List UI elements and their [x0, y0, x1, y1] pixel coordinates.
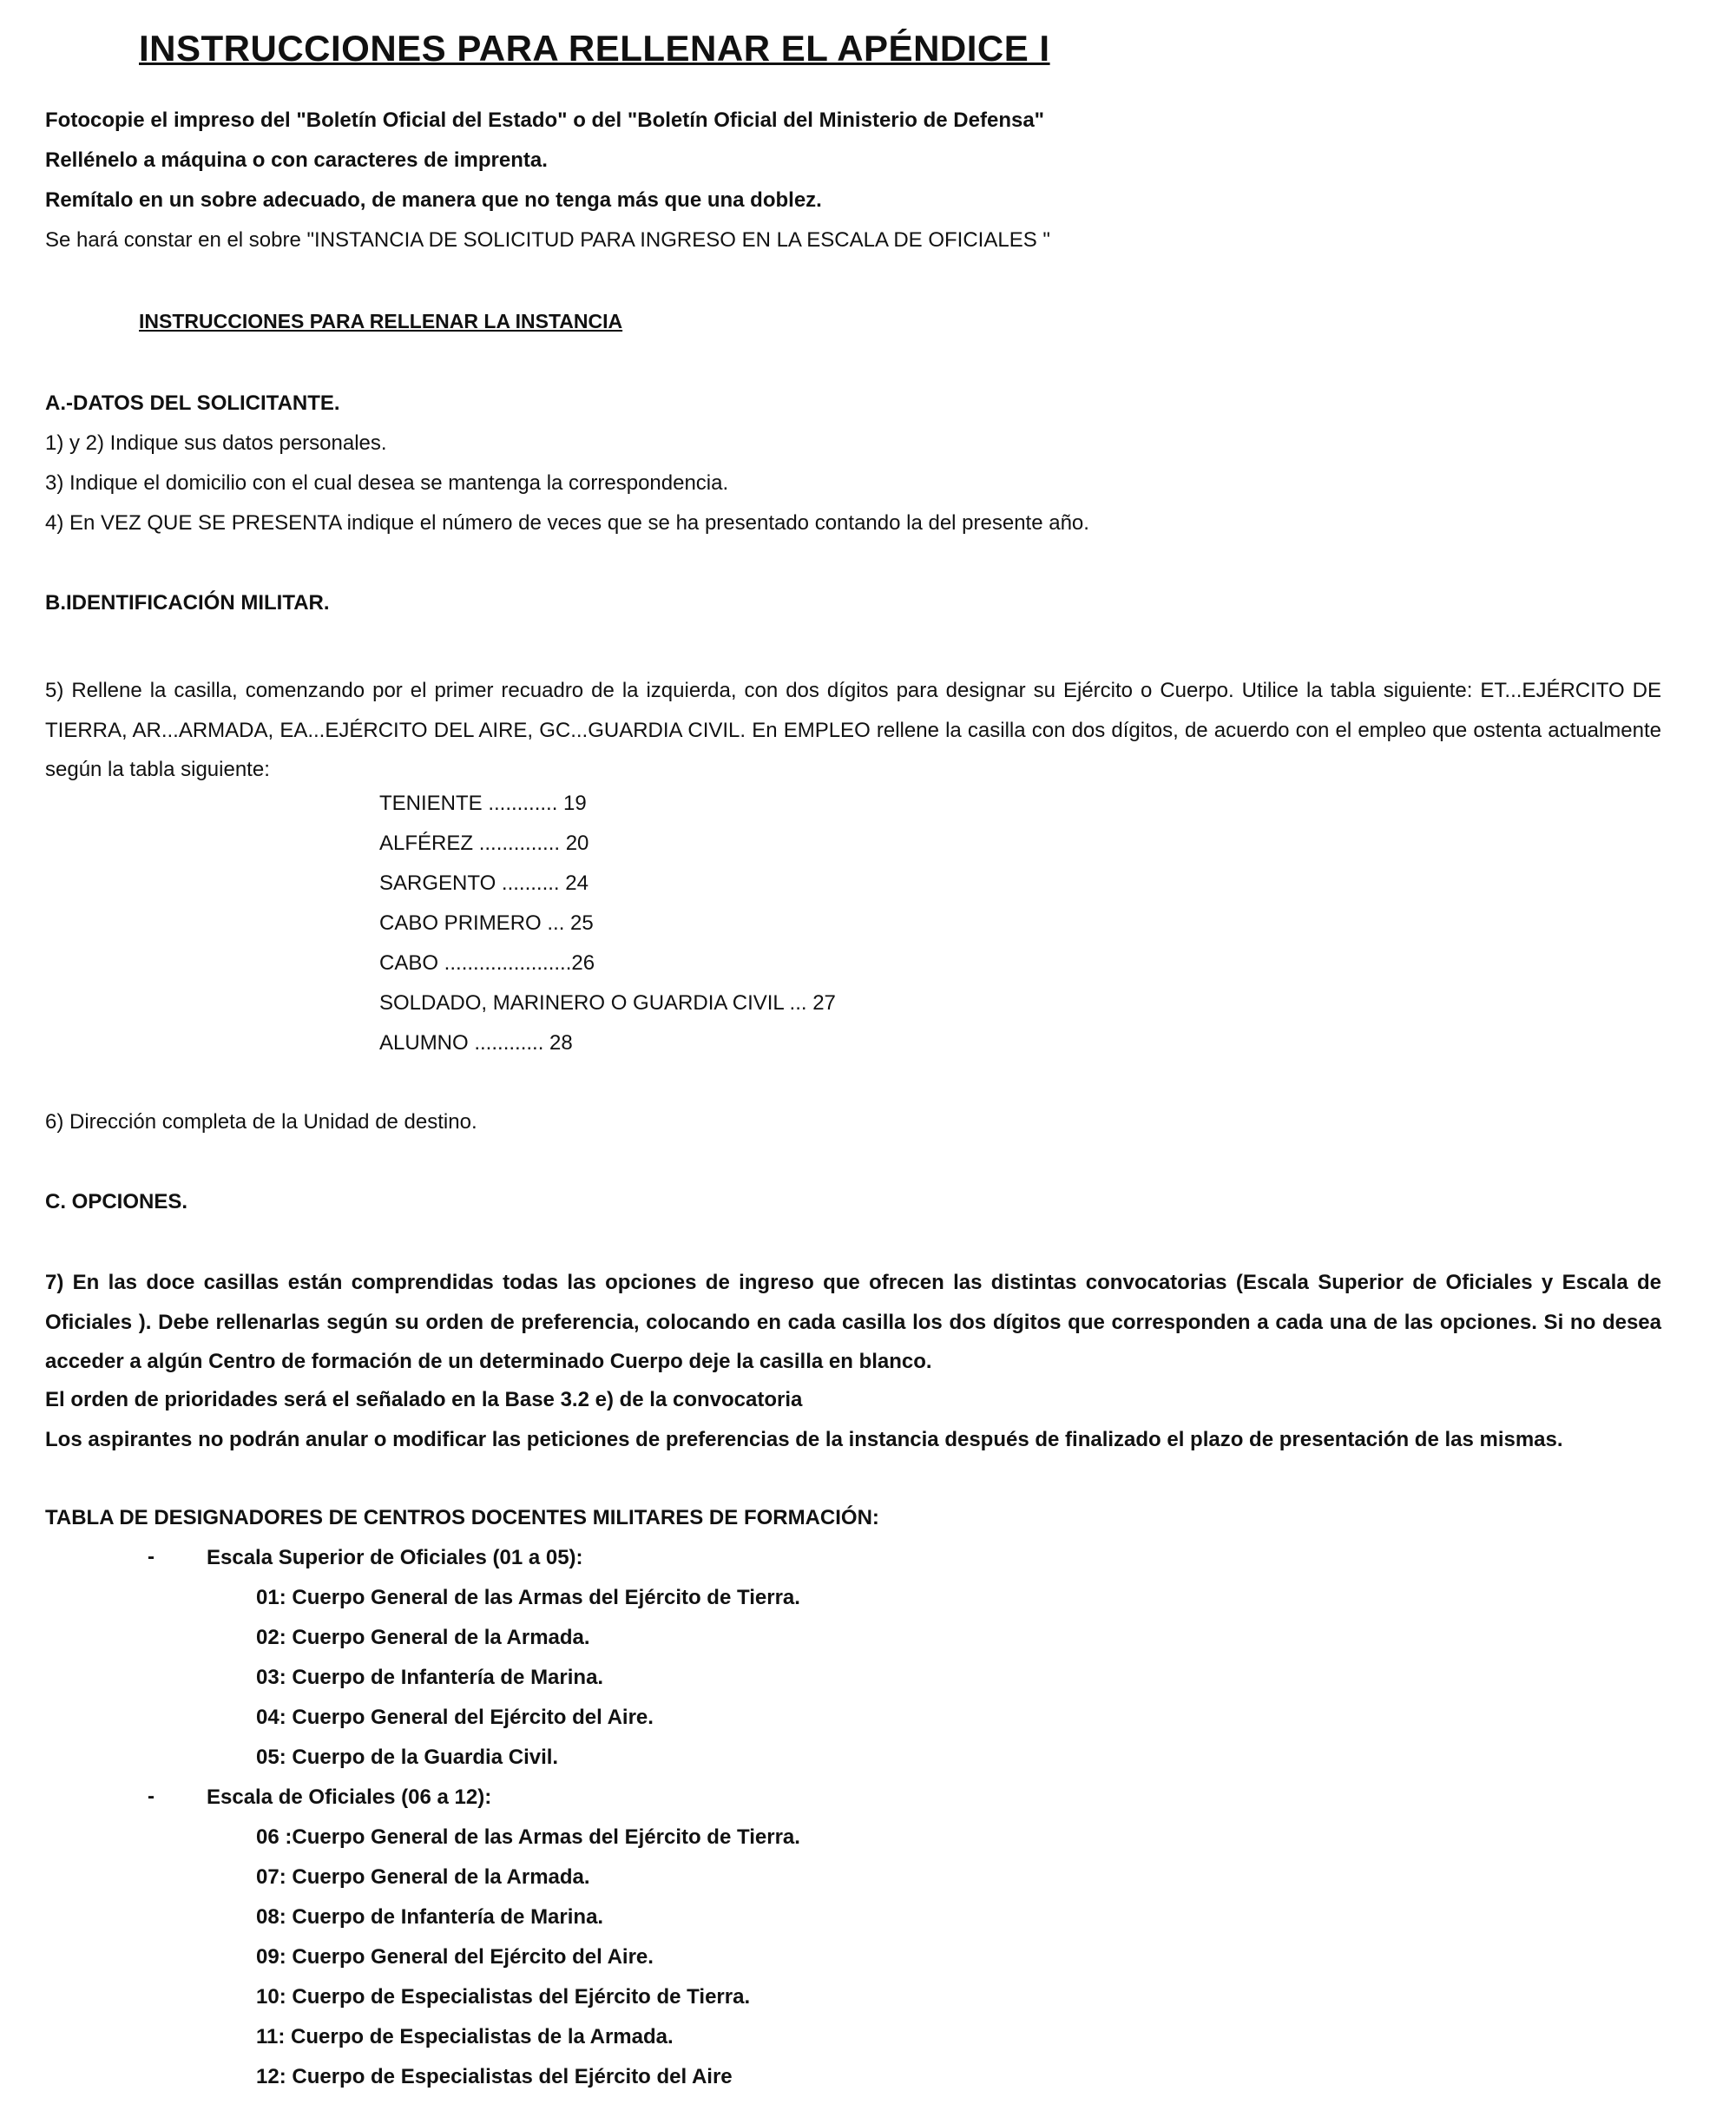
section-subtitle: INSTRUCCIONES PARA RELLENAR LA INSTANCIA: [139, 310, 623, 332]
section-b-paragraph-5: 5) Rellene la casilla, comenzando por el primer recuadro de la izquierda, con dos dígitos para designar su Ejército o Cuerpo. Utilice la tabla siguiente: ET...EJÉRCITO DE TIERRA, AR...ARMADA, EA...EJÉRCITO DEL AIRE, GC...GUARDIA CIVIL. En EMPLEO rellene la casilla con dos dígitos, de acuerdo con el empleo que ostenta actualmente según la tabla siguiente:: [45, 679, 1661, 781]
designator-07: 07: Cuerpo General de la Armada.: [256, 1865, 590, 1889]
designator-04: 04: Cuerpo General del Ejército del Aire.: [256, 1706, 654, 1729]
intro-line-2: Rellénelo a máquina o con caracteres de imprenta.: [45, 148, 548, 172]
escala-oficiales-heading: Escala de Oficiales (06 a 12):: [207, 1785, 492, 1809]
section-c-heading: C. OPCIONES.: [45, 1190, 188, 1213]
designator-01: 01: Cuerpo General de las Armas del Ejército de Tierra.: [256, 1586, 800, 1609]
priority-note: El orden de prioridades será el señalado en la Base 3.2 e) de la convocatoria: [45, 1388, 803, 1411]
designator-03: 03: Cuerpo de Infantería de Marina.: [256, 1666, 604, 1689]
designator-10: 10: Cuerpo de Especialistas del Ejército de Tierra.: [256, 1985, 751, 2009]
rank-soldado: SOLDADO, MARINERO O GUARDIA CIVIL ... 27: [379, 991, 836, 1015]
designator-09: 09: Cuerpo General del Ejército del Aire.: [256, 1945, 654, 1969]
rank-alferez: ALFÉREZ .............. 20: [379, 832, 589, 855]
section-b-heading: B.IDENTIFICACIÓN MILITAR.: [45, 591, 330, 615]
rank-cabo: CABO ......................26: [379, 951, 595, 975]
intro-line-3: Remítalo en un sobre adecuado, de manera que no tenga más que una doblez.: [45, 188, 822, 212]
intro-line-4: Se hará constar en el sobre "INSTANCIA DE SOLICITUD PARA INGRESO EN LA ESCALA DE OFICIALES ": [45, 228, 1050, 252]
section-b-paragraph-6: 6) Dirección completa de la Unidad de destino.: [45, 1110, 477, 1134]
designator-12: 12: Cuerpo de Especialistas del Ejército del Aire: [256, 2065, 733, 2088]
rank-sargento: SARGENTO .......... 24: [379, 871, 589, 895]
aspirantes-note: Los aspirantes no podrán anular o modificar las peticiones de preferencias de la instancia después de finalizado el plazo de presentación de las mismas.: [45, 1428, 1563, 1451]
rank-cabo-primero: CABO PRIMERO ... 25: [379, 911, 594, 935]
designators-table-title: TABLA DE DESIGNADORES DE CENTROS DOCENTES MILITARES DE FORMACIÓN:: [45, 1506, 879, 1529]
section-a-line-3: 4) En VEZ QUE SE PRESENTA indique el número de veces que se ha presentado contando la del presente año.: [45, 511, 1089, 535]
intro-line-1: Fotocopie el impreso del "Boletín Oficial del Estado" o del "Boletín Oficial del Ministerio de Defensa": [45, 109, 1045, 132]
designator-05: 05: Cuerpo de la Guardia Civil.: [256, 1746, 559, 1769]
designator-06: 06 :Cuerpo General de las Armas del Ejército de Tierra.: [256, 1825, 800, 1849]
section-c-paragraph-7: 7) En las doce casillas están comprendidas todas las opciones de ingreso que ofrecen las distintas convocatorias (Escala Superior de Oficiales y Escala de Oficiales ). Debe rellenarlas según su orden de preferencia, colocando en cada casilla los dos dígitos que corresponden a cada una de las opciones. Si no desea acceder a algún Centro de formación de un determinado Cuerpo deje la casilla en blanco.: [45, 1271, 1661, 1373]
list-bullet: -: [148, 1545, 155, 1568]
section-a-line-1: 1) y 2) Indique sus datos personales.: [45, 431, 387, 455]
designator-11: 11: Cuerpo de Especialistas de la Armada.: [256, 2025, 674, 2048]
section-a-heading: A.-DATOS DEL SOLICITANTE.: [45, 391, 340, 415]
rank-teniente: TENIENTE ............ 19: [379, 792, 587, 815]
designator-02: 02: Cuerpo General de la Armada.: [256, 1626, 590, 1649]
list-bullet: -: [148, 1785, 155, 1808]
designator-08: 08: Cuerpo de Infantería de Marina.: [256, 1905, 604, 1929]
document-title: INSTRUCCIONES PARA RELLENAR EL APÉNDICE I: [139, 28, 1050, 69]
section-a-line-2: 3) Indique el domicilio con el cual desea se mantenga la correspondencia.: [45, 471, 729, 495]
rank-alumno: ALUMNO ............ 28: [379, 1031, 573, 1055]
escala-superior-heading: Escala Superior de Oficiales (01 a 05):: [207, 1546, 583, 1569]
